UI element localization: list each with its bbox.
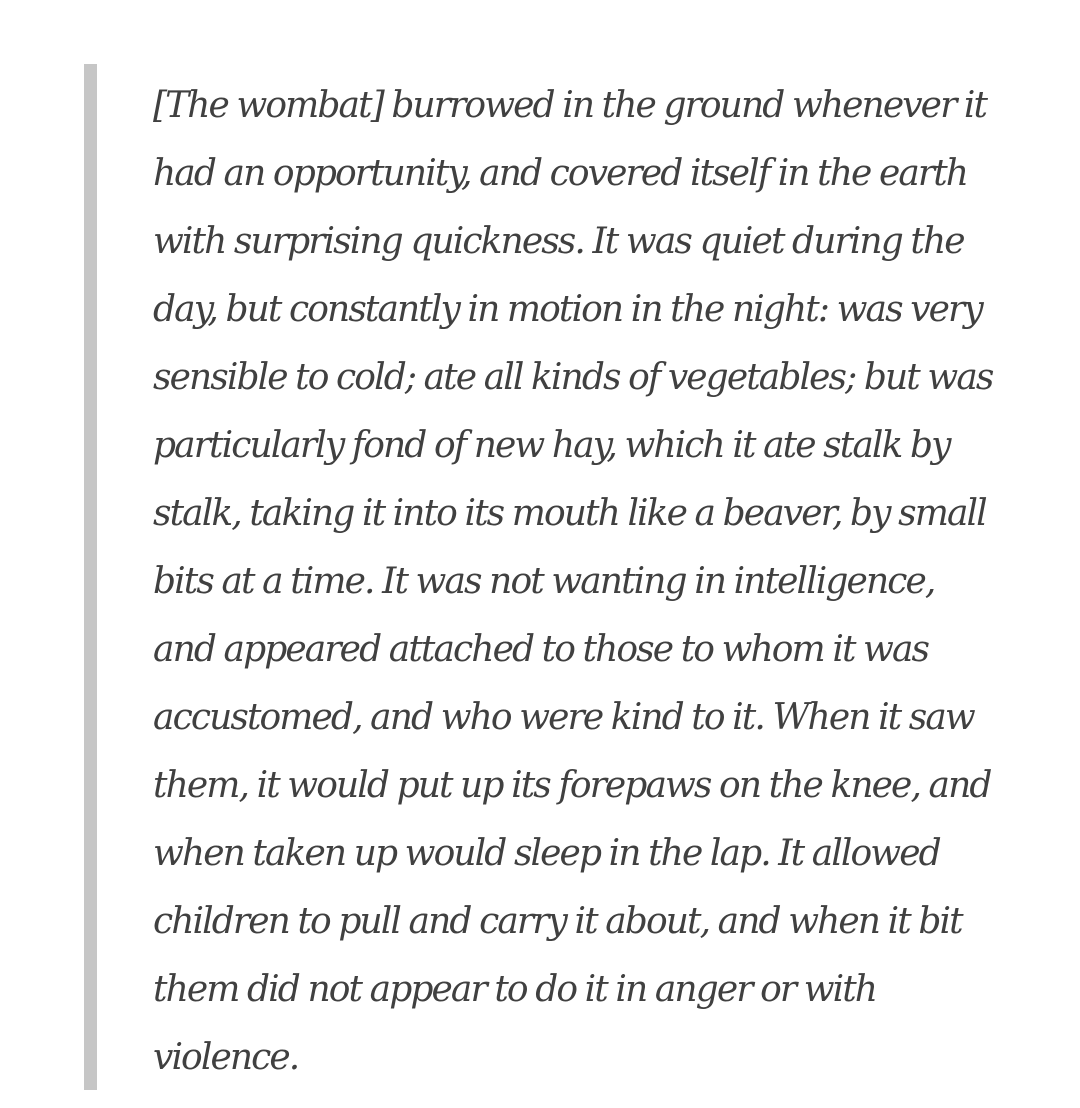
quote-line: stalk, taking it into its mouth like a beaver, by small (153, 493, 986, 534)
quote-line: day, but constantly in motion in the night: was very (153, 289, 982, 330)
quote-text (153, 81, 992, 1101)
quote-line: sensible to cold; ate all kinds of vegetables; but was (153, 357, 993, 398)
quote-line: them did not appear to do it in anger or with (153, 969, 877, 1010)
quote-line: [The wombat] burrowed in the ground whenever it (153, 85, 987, 126)
quote-line: particularly fond of new hay, which it ate stalk by (153, 425, 950, 466)
quote-line: had an opportunity, and covered itself in the earth (153, 153, 968, 194)
blockquote (84, 64, 1014, 1090)
quote-line: with surprising quickness. It was quiet during the (153, 221, 964, 262)
quote-line: bits at a time. It was not wanting in intelligence, (153, 561, 935, 602)
quote-line: them, it would put up its forepaws on the knee, and (153, 765, 991, 806)
quote-line: accustomed, and who were kind to it. When it saw (153, 697, 974, 738)
quote-line: when taken up would sleep in the lap. It allowed (153, 833, 940, 874)
quote-line: violence. (153, 1037, 299, 1078)
quote-line: children to pull and carry it about, and when it bit (153, 901, 962, 942)
quote-line: and appeared attached to those to whom it was (153, 629, 929, 670)
